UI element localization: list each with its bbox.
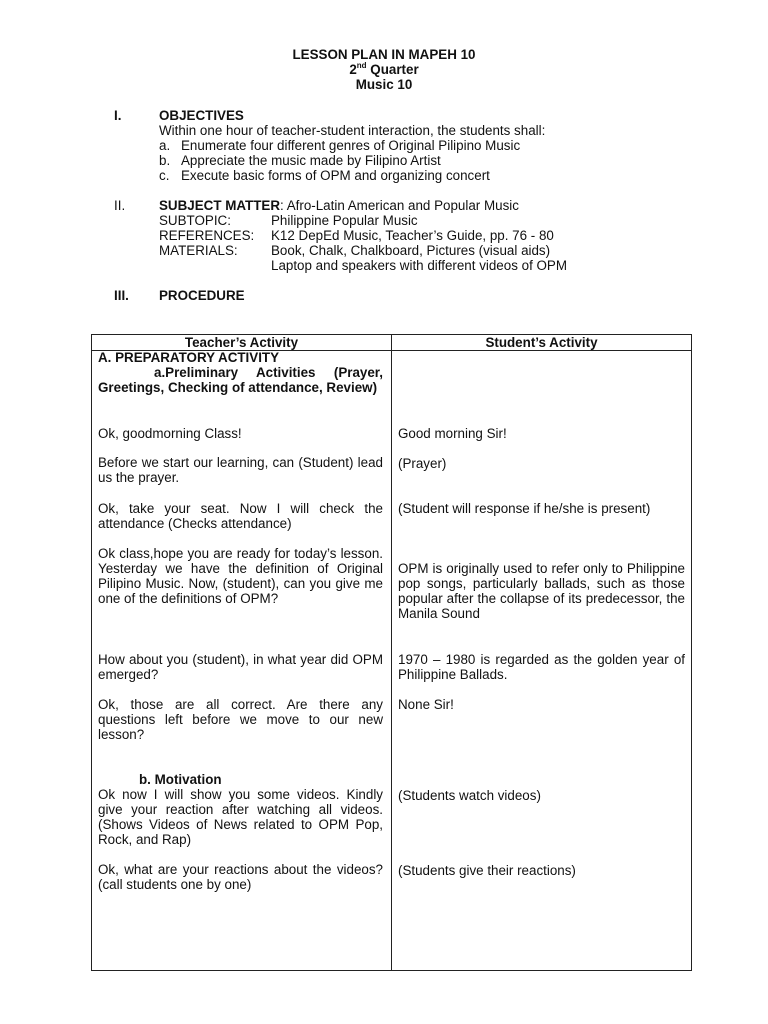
objective-item: Execute basic forms of OPM and organizing concert <box>181 168 490 183</box>
objectives-numeral: I. <box>114 108 122 123</box>
objectives-heading: OBJECTIVES <box>159 108 244 123</box>
preliminary-heading: a.Preliminary Activities (Prayer, Greetings, Checking of attendance, Review) <box>98 365 383 395</box>
references-value: K12 DepEd Music, Teacher’s Guide, pp. 76 - 80 <box>271 228 554 243</box>
subject-title: Music 10 <box>355 77 413 92</box>
quarter-line <box>0 62 768 77</box>
teacher-activity: Ok, take your seat. Now I will check the attendance (Checks attendance) <box>98 501 383 531</box>
student-activity: (Student will response if he/she is present) <box>398 501 651 516</box>
section-heading: A. PREPARATORY ACTIVITY <box>98 350 280 365</box>
materials-continued: Laptop and speakers with different videos of OPM <box>271 258 568 273</box>
student-activity: None Sir! <box>398 697 454 712</box>
student-activity: Good morning Sir! <box>398 426 507 441</box>
objective-item: Appreciate the music made by Filipino Artist <box>181 153 441 168</box>
student-activity: OPM is originally used to refer only to Philippine pop songs, particularly ballads, such as those popular after the collapse of its predecessor, the Manila Sound <box>398 561 685 621</box>
objective-item: Enumerate four different genres of Original Pilipino Music <box>181 138 521 153</box>
objectives-intro: Within one hour of teacher-student interaction, the students shall: <box>159 123 546 138</box>
student-activity: (Prayer) <box>398 456 447 471</box>
objective-letter: c. <box>159 168 170 183</box>
subtopic-label: SUBTOPIC: <box>159 213 231 228</box>
procedure-numeral: III. <box>114 288 129 303</box>
student-activity: (Students give their reactions) <box>398 863 576 878</box>
student-activity: (Students watch videos) <box>398 788 541 803</box>
doc-title: LESSON PLAN IN MAPEH 10 <box>292 47 476 62</box>
objective-letter: b. <box>159 153 171 168</box>
materials-label: MATERIALS: <box>159 243 238 258</box>
subject-matter-value: : Afro-Latin American and Popular Music <box>280 198 519 213</box>
subject-matter-line <box>159 198 519 213</box>
lesson-table <box>91 334 692 971</box>
column-divider <box>391 335 392 970</box>
materials-value: Book, Chalk, Chalkboard, Pictures (visual aids) <box>271 243 551 258</box>
teacher-activity: Ok now I will show you some videos. Kindly give your reaction after watching all videos. (Shows Videos of News related to OPM Pop, Rock, and Rap) <box>98 787 383 847</box>
subject-matter-heading: SUBJECT MATTER <box>159 198 281 213</box>
quarter-ordinal: nd <box>356 61 367 70</box>
teacher-activity: Before we start our learning, can (Student) lead us the prayer. <box>98 455 383 485</box>
teacher-activity: Ok, what are your reactions about the videos? (call students one by one) <box>98 862 383 892</box>
subtopic-value: Philippine Popular Music <box>271 213 418 228</box>
student-activity: 1970 – 1980 is regarded as the golden year of Philippine Ballads. <box>398 652 685 682</box>
teacher-activity: Ok, those are all correct. Are there any questions left before we move to our new lesson? <box>98 697 383 742</box>
student-column-header: Student’s Activity <box>485 335 598 350</box>
teacher-activity: Ok class,hope you are ready for today’s lesson. Yesterday we have the definition of Original Pilipino Music. Now, (student), can you give me one of the definitions of OPM? <box>98 546 383 606</box>
objective-letter: a. <box>159 138 171 153</box>
teacher-column-header: Teacher’s Activity <box>184 335 299 350</box>
procedure-heading: PROCEDURE <box>159 288 245 303</box>
motivation-heading: b. Motivation <box>139 772 222 787</box>
references-label: REFERENCES: <box>159 228 255 243</box>
subject-matter-numeral: II. <box>114 198 126 213</box>
quarter-word: Quarter <box>370 62 419 77</box>
teacher-activity: How about you (student), in what year did OPM emerged? <box>98 652 383 682</box>
quarter-number: 2 <box>349 62 357 77</box>
teacher-activity: Ok, goodmorning Class! <box>98 426 242 441</box>
